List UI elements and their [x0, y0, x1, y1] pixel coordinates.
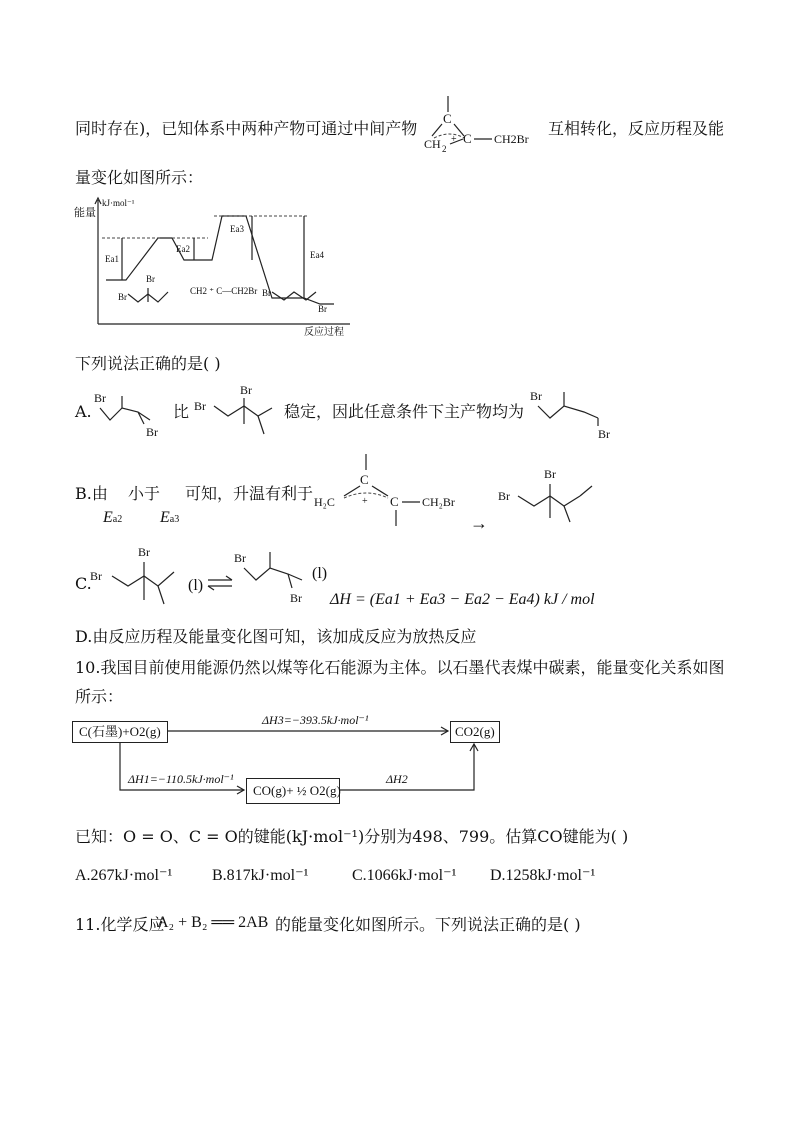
diagram-br-4: Br: [318, 304, 327, 314]
struct-mid-c: C: [463, 131, 472, 146]
q10-option-a[interactable]: A.267kJ·mol⁻¹: [75, 867, 173, 884]
q9-b-end: 可知，升温有利于: [185, 484, 314, 503]
q9-a-mid: 比: [173, 402, 190, 421]
q11-prefix: 11.化学反应: [75, 915, 165, 934]
q10-option-b[interactable]: B.817kJ·mol⁻¹: [212, 867, 309, 884]
intro-line1-prefix: 同时存在)，已知体系中两种产物可通过中间产物: [75, 119, 418, 138]
svg-text:Br: Br: [530, 389, 542, 403]
q9-d-text: D.由反应历程及能量变化图可知，该加成反应为放热反应: [75, 627, 477, 646]
q10-dh2: ΔH2: [386, 772, 408, 786]
ea1-label: Ea1: [105, 254, 119, 264]
svg-text:Br: Br: [194, 399, 206, 413]
q10-box-co: CO(g)+ ½ O2(g): [246, 778, 340, 804]
q11-suffix: 的能量变化如图所示。下列说法正确的是( ): [275, 915, 581, 934]
q10-known: 已知：O = O、C = O的键能(kJ·mol⁻¹)分别为498、799。估算CO键能为( ): [75, 827, 629, 846]
q9-b-cmp: 小于: [128, 484, 161, 503]
q10-option-d[interactable]: D.1258kJ·mol⁻¹: [490, 867, 596, 884]
q9-c-label: C.: [75, 574, 92, 593]
struct-ch2: CH: [424, 137, 441, 151]
svg-text:+: +: [362, 496, 368, 507]
ea3-label: Ea3: [230, 224, 244, 234]
struct-ch2br: CH2Br: [494, 132, 529, 146]
q9-b-label: B.由: [75, 484, 108, 503]
diagram-br-2: Br: [146, 274, 155, 284]
q9-stem: 下列说法正确的是( ): [75, 354, 221, 373]
diagram-br-3: Br: [262, 288, 271, 298]
q10-line2: 所示：: [75, 687, 124, 706]
diagram-unit: kJ·mol⁻¹: [102, 198, 135, 208]
diagram-xaxis-label: 反应过程: [304, 327, 344, 338]
q9-b-ea3: Ea3: [160, 509, 180, 526]
q10-option-c[interactable]: C.1066kJ·mol⁻¹: [352, 867, 457, 884]
svg-text:Br: Br: [234, 551, 246, 565]
q10-box-co2: CO2(g): [450, 721, 500, 743]
svg-text:Br: Br: [290, 591, 302, 605]
svg-text:Br: Br: [90, 569, 102, 583]
q10-dh3: ΔH3=−393.5kJ·mol⁻¹: [262, 713, 369, 727]
svg-text:Br: Br: [240, 383, 252, 397]
diagram-yaxis-label: 能量: [74, 207, 96, 219]
svg-text:Br: Br: [138, 545, 150, 559]
svg-text:Br: Br: [146, 425, 158, 439]
q10-line1: 10.我国目前使用能源仍然以煤等化石能源为主体。以石墨代表煤中碳素，能量变化关系如图: [75, 658, 725, 677]
ea2-label: Ea2: [176, 244, 190, 254]
intro-line2: 量变化如图所示：: [75, 168, 204, 187]
svg-text:H₂C: H₂C: [314, 495, 335, 509]
svg-text:C: C: [360, 472, 369, 487]
svg-text:Br: Br: [94, 391, 106, 405]
svg-text:CH₂Br: CH₂Br: [422, 495, 455, 509]
diagram-br-1: Br: [118, 292, 127, 302]
svg-text:Br: Br: [598, 427, 610, 441]
struct-ch2-sub: 2: [442, 144, 447, 154]
ea4-label: Ea4: [310, 250, 324, 260]
q9-c-state1: (l): [188, 577, 204, 594]
q10-dh1: ΔH1=−110.5kJ·mol⁻¹: [128, 772, 234, 786]
svg-text:Br: Br: [498, 489, 510, 503]
q10-box-graphite: C(石墨)+O2(g): [72, 721, 168, 743]
q9-c-dh: ΔH = (Ea1 + Ea3 − Ea2 − Ea4) kJ / mol: [330, 591, 595, 608]
q9-a-end: 稳定，因此任意条件下主产物均为: [284, 402, 525, 421]
q9-b-ea2: Ea2: [103, 509, 123, 526]
svg-text:Br: Br: [544, 467, 556, 481]
intro-line1-suffix: 互相转化，反应历程及能: [548, 119, 725, 138]
q11-equation: A₂ + B₂ ══ 2AB: [157, 914, 269, 931]
struct-top-c: C: [443, 111, 452, 126]
q9-a-label: A.: [75, 402, 92, 421]
diagram-intermediate: CH2 ⁺ C—CH2Br: [190, 286, 258, 296]
struct-charge: +: [451, 134, 457, 145]
q9-c-state2: (l): [312, 565, 328, 582]
svg-text:C: C: [390, 494, 399, 509]
q9-b-arrow: →: [470, 513, 488, 533]
